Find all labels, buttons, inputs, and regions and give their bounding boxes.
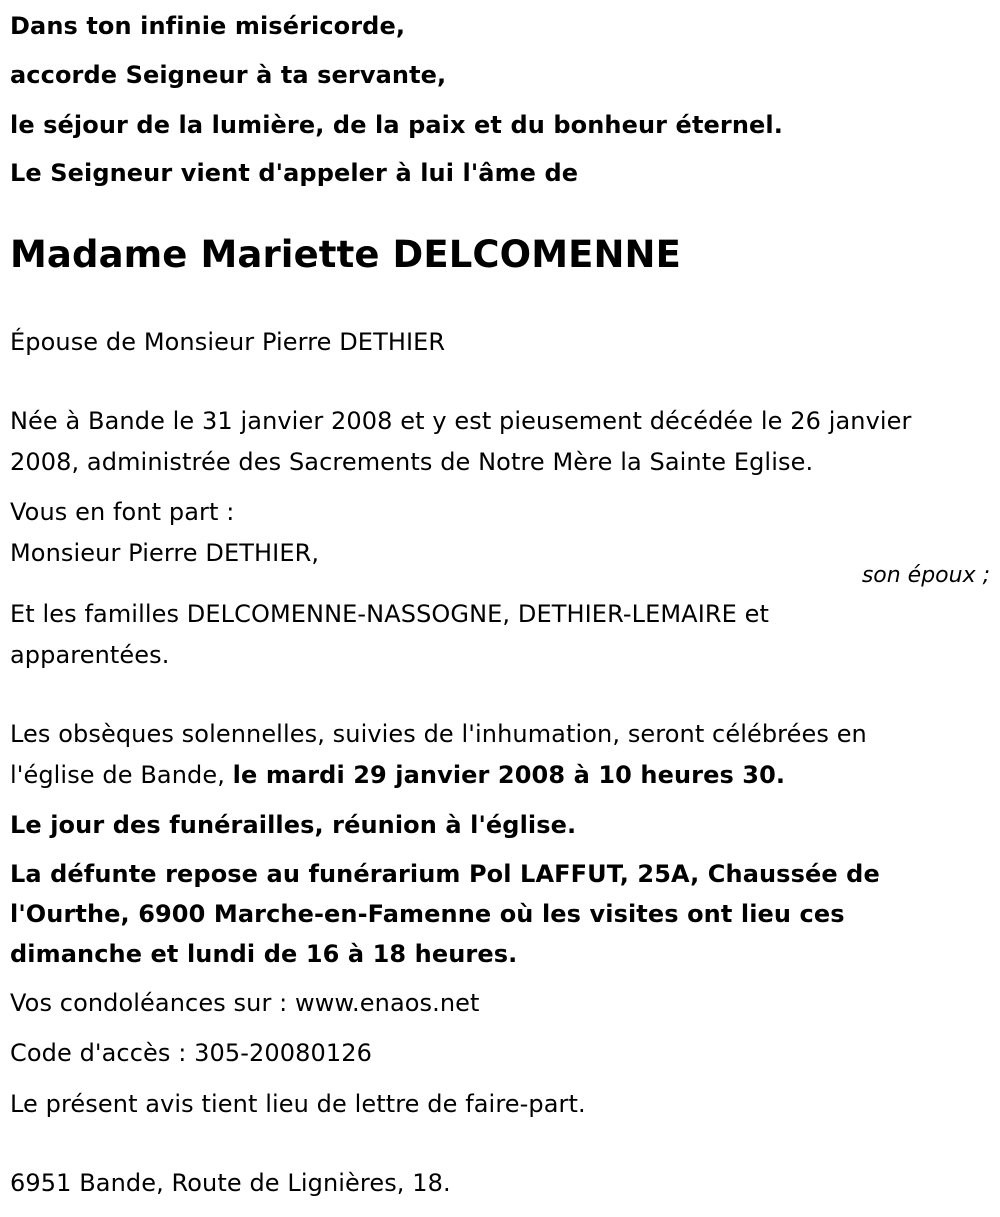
- families-line-1: Et les familles DELCOMENNE-NASSOGNE, DETHIER-LEMAIRE et: [10, 600, 770, 628]
- announcement-spouse-name: Monsieur Pierre DETHIER,: [10, 539, 320, 567]
- condolences-line: Vos condoléances sur : www.enaos.net: [10, 989, 480, 1017]
- access-code-line: Code d'accès : 305-20080126: [10, 1039, 372, 1067]
- families-line-2: apparentées.: [10, 641, 170, 669]
- funeral-rest-line-1: La défunte repose au funérarium Pol LAFFUT, 25A, Chaussée de: [10, 860, 880, 888]
- deceased-name: Madame Mariette DELCOMENNE: [10, 233, 682, 276]
- prayer-line-3: le séjour de la lumière, de la paix et du bonheur éternel.: [10, 111, 783, 139]
- funeral-rest-line-3: dimanche et lundi de 16 à 18 heures.: [10, 940, 518, 968]
- funeral-line-1: Les obsèques solennelles, suivies de l'inhumation, seront célébrées en: [10, 720, 867, 748]
- birth-death-line-2: 2008, administrée des Sacrements de Notre Mère la Sainte Eglise.: [10, 448, 814, 476]
- funeral-date-time: le mardi 29 janvier 2008 à 10 heures 30.: [232, 761, 786, 789]
- funeral-line-2: [10, 755, 785, 795]
- funeral-location: l'église de Bande,: [10, 761, 233, 789]
- funeral-meeting: Le jour des funérailles, réunion à l'église.: [10, 811, 577, 839]
- spouse-line: Épouse de Monsieur Pierre DETHIER: [10, 328, 446, 356]
- prayer-line-4: Le Seigneur vient d'appeler à lui l'âme de: [10, 159, 579, 187]
- address-line: 6951 Bande, Route de Lignières, 18.: [10, 1169, 451, 1197]
- prayer-line-1: Dans ton infinie miséricorde,: [10, 12, 406, 40]
- notice-line: Le présent avis tient lieu de lettre de faire-part.: [10, 1090, 586, 1118]
- announcement-intro: Vous en font part :: [10, 498, 235, 526]
- birth-death-line-1: Née à Bande le 31 janvier 2008 et y est pieusement décédée le 26 janvier: [10, 407, 912, 435]
- funeral-rest-line-2: l'Ourthe, 6900 Marche-en-Famenne où les visites ont lieu ces: [10, 900, 845, 928]
- announcement-spouse-relation: son époux ;: [861, 563, 990, 588]
- prayer-line-2: accorde Seigneur à ta servante,: [10, 61, 447, 89]
